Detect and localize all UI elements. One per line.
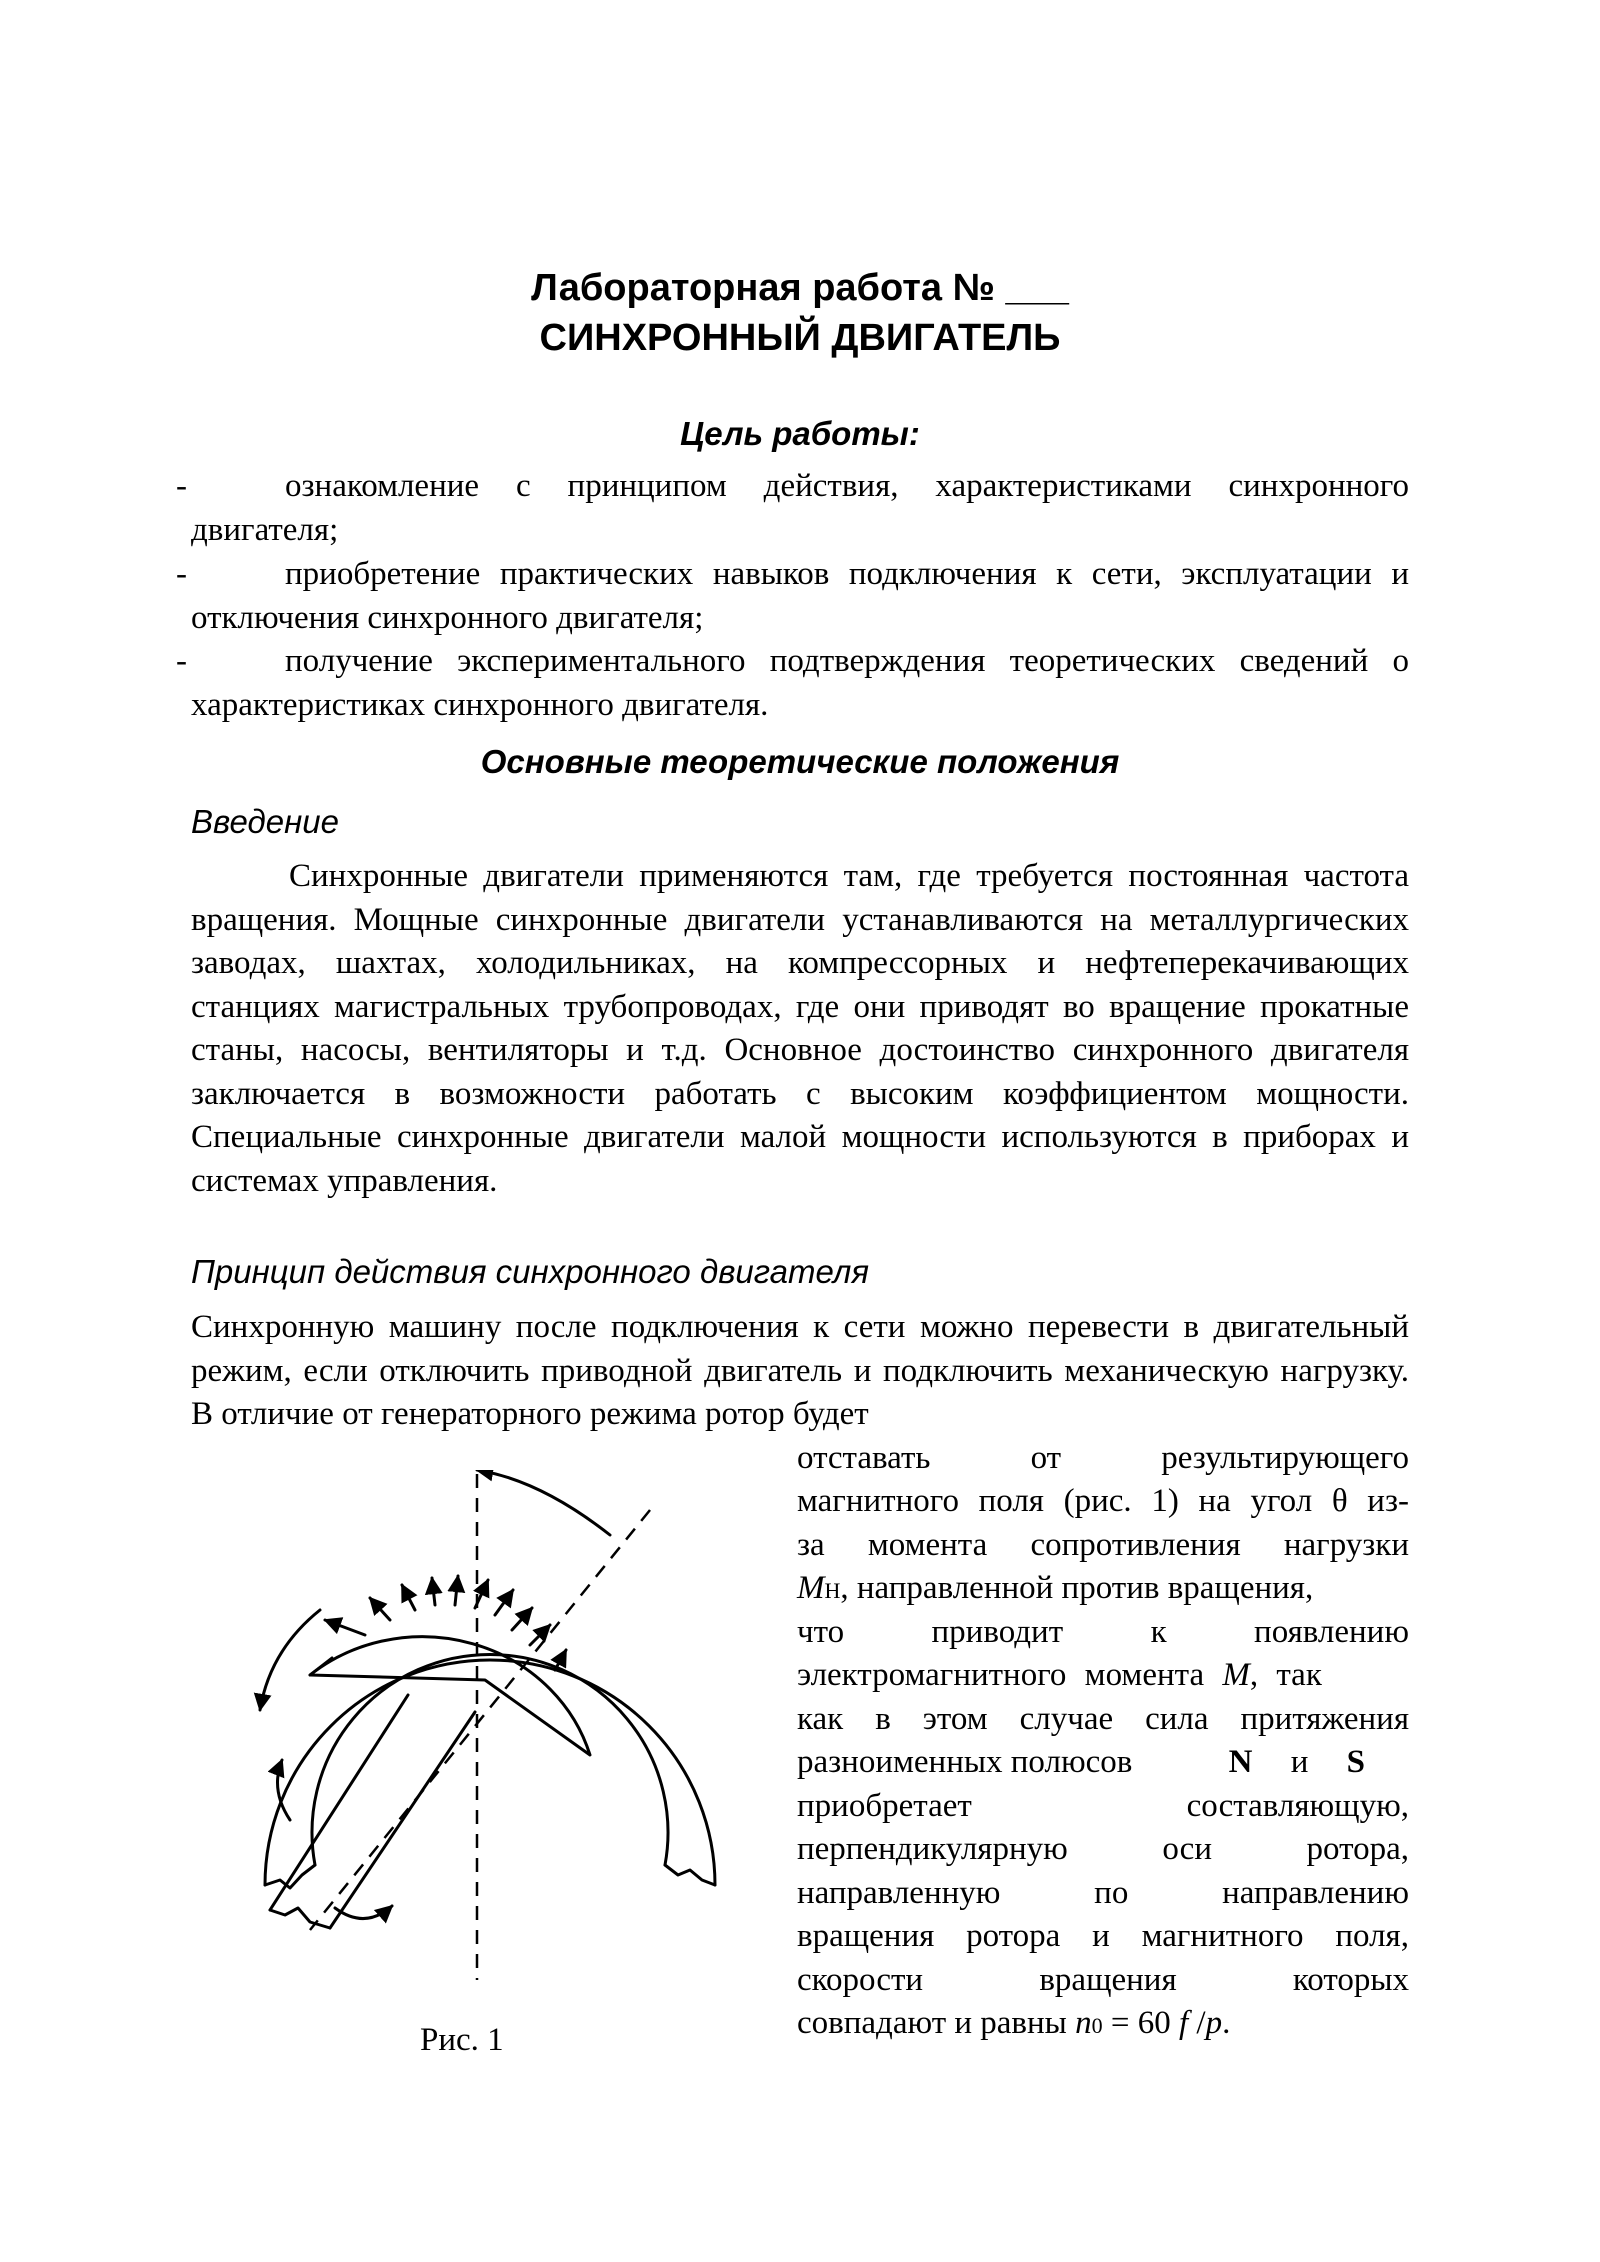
side-line (797, 1567, 1409, 1613)
side-line: приобретает составляющую, (797, 1788, 1409, 1824)
subscript-0: 0 (1091, 2013, 1103, 2038)
side-line-text: . (1222, 2005, 1231, 2041)
principle-heading: Принцип действия синхронного двигателя (191, 1253, 870, 1290)
bullet-marker: - (176, 643, 187, 679)
rotor-rotation-arrow (278, 1760, 291, 1820)
goal-item-2: приобретение практических навыков подключения к сети, эксплуатации и отключения синхронного двигателя; (191, 556, 1409, 636)
stator-break-right (665, 1865, 715, 1885)
side-line-text: разноименных полюсов (797, 1744, 1141, 1780)
side-line (797, 1654, 1409, 1698)
flux-arrow (370, 1598, 390, 1620)
side-line (797, 2002, 1409, 2048)
rotor-axis-dashed (310, 1510, 650, 1930)
synchronous-motor-figure (210, 1470, 760, 1990)
flux-arrow (512, 1608, 532, 1630)
rotor-shaft-left (270, 1695, 408, 1910)
flux-arrow (530, 1625, 550, 1645)
side-line: отставать от результирующего (797, 1440, 1409, 1476)
rotation-arrow-left (260, 1610, 320, 1710)
principle-paragraph: Синхронную машину после подключения к сети можно перевести в двигательный режим, если отключить приводной двигатель и подключить механическую нагрузку. В отличие от генераторного режима ротор будет (191, 1309, 1409, 1432)
side-line: направленную по направлению (797, 1875, 1409, 1911)
side-line: перпендикулярную оси ротора, (797, 1831, 1409, 1867)
goal-item-1: ознакомление с принципом действия, характеристиками синхронного двигателя; (191, 468, 1409, 548)
lab-subtitle: СИНХРОННЫЙ ДВИГАТЕЛЬ (539, 317, 1061, 359)
symbol-n0: n (1075, 2005, 1092, 2041)
goal-item-3: получение экспериментального подтверждения теоретических сведений о характеристиках синхронного двигателя. (191, 643, 1409, 723)
side-line-text: , направленной против вращения, (840, 1570, 1314, 1606)
side-line: за момента сопротивления нагрузки (797, 1527, 1409, 1563)
side-line-text: / (1188, 2005, 1206, 2041)
flux-arrow (325, 1620, 365, 1635)
flux-arrow (402, 1585, 415, 1610)
side-line-text: = 60 (1102, 2005, 1179, 2041)
side-line-text: совпадают и равны (797, 2005, 1076, 2041)
stator-outer-arc (265, 1660, 715, 1885)
symbol-n-pole: N (1228, 1744, 1253, 1780)
subscript-n: Н (824, 1578, 841, 1603)
side-line: вращения ротора и магнитного поля, (797, 1918, 1409, 1954)
side-line (797, 1741, 1409, 1785)
side-line: скорости вращения которых (797, 1962, 1409, 1998)
symbol-f: f (1178, 2005, 1189, 2041)
figure-caption: Рис. 1 (420, 2022, 504, 2058)
symbol-p: p (1205, 2005, 1223, 2041)
theory-heading: Основные теоретические положения (480, 743, 1120, 780)
flux-arrow (455, 1576, 458, 1605)
rotor-pole-edge (310, 1658, 332, 1675)
lab-title: Лабораторная работа № ___ (531, 267, 1069, 309)
flux-arrow (495, 1590, 513, 1615)
symbol-m: M (797, 1570, 825, 1606)
bullet-marker: - (176, 556, 187, 592)
symbol-s-pole: S (1346, 1744, 1365, 1780)
flux-arrow (432, 1578, 435, 1605)
side-line: что приводит к появлению (797, 1614, 1409, 1650)
side-line: как в этом случае сила притяжения (797, 1701, 1409, 1737)
theta-angle-arc (477, 1470, 610, 1535)
goal-heading: Цель работы: (680, 415, 920, 452)
side-line-text: и (1282, 1744, 1317, 1780)
rotor-shaft-break (270, 1908, 330, 1928)
rotor-shaft-right (330, 1712, 475, 1928)
symbol-m: M (1222, 1657, 1250, 1693)
intro-paragraph: Синхронные двигатели применяются там, где требуется постоянная частота вращения. Мощные синхронные двигатели устанавливаются на металлургических заводах, шахтах, холодильниках, на компрессорных и нефтеперекачивающих станциях магистральных трубопроводах, где они приводят во вращение прокатные станы, насосы, вентиляторы и т.д. Основное достоинство синхронного двигателя заключается в возможности работать с высоким коэффициентом мощности. Специальные синхронные двигатели малой мощности используются в приборах и системах управления. (191, 858, 1409, 1199)
bullet-marker: - (176, 468, 187, 504)
side-line-text: электромагнитного момента (797, 1657, 1223, 1693)
side-line-text: , так (1249, 1657, 1322, 1693)
intro-heading: Введение (191, 803, 339, 840)
rotor-pole (310, 1637, 590, 1755)
side-line: магнитного поля (рис. 1) на угол θ из- (797, 1483, 1409, 1519)
flux-arrow (555, 1650, 566, 1670)
